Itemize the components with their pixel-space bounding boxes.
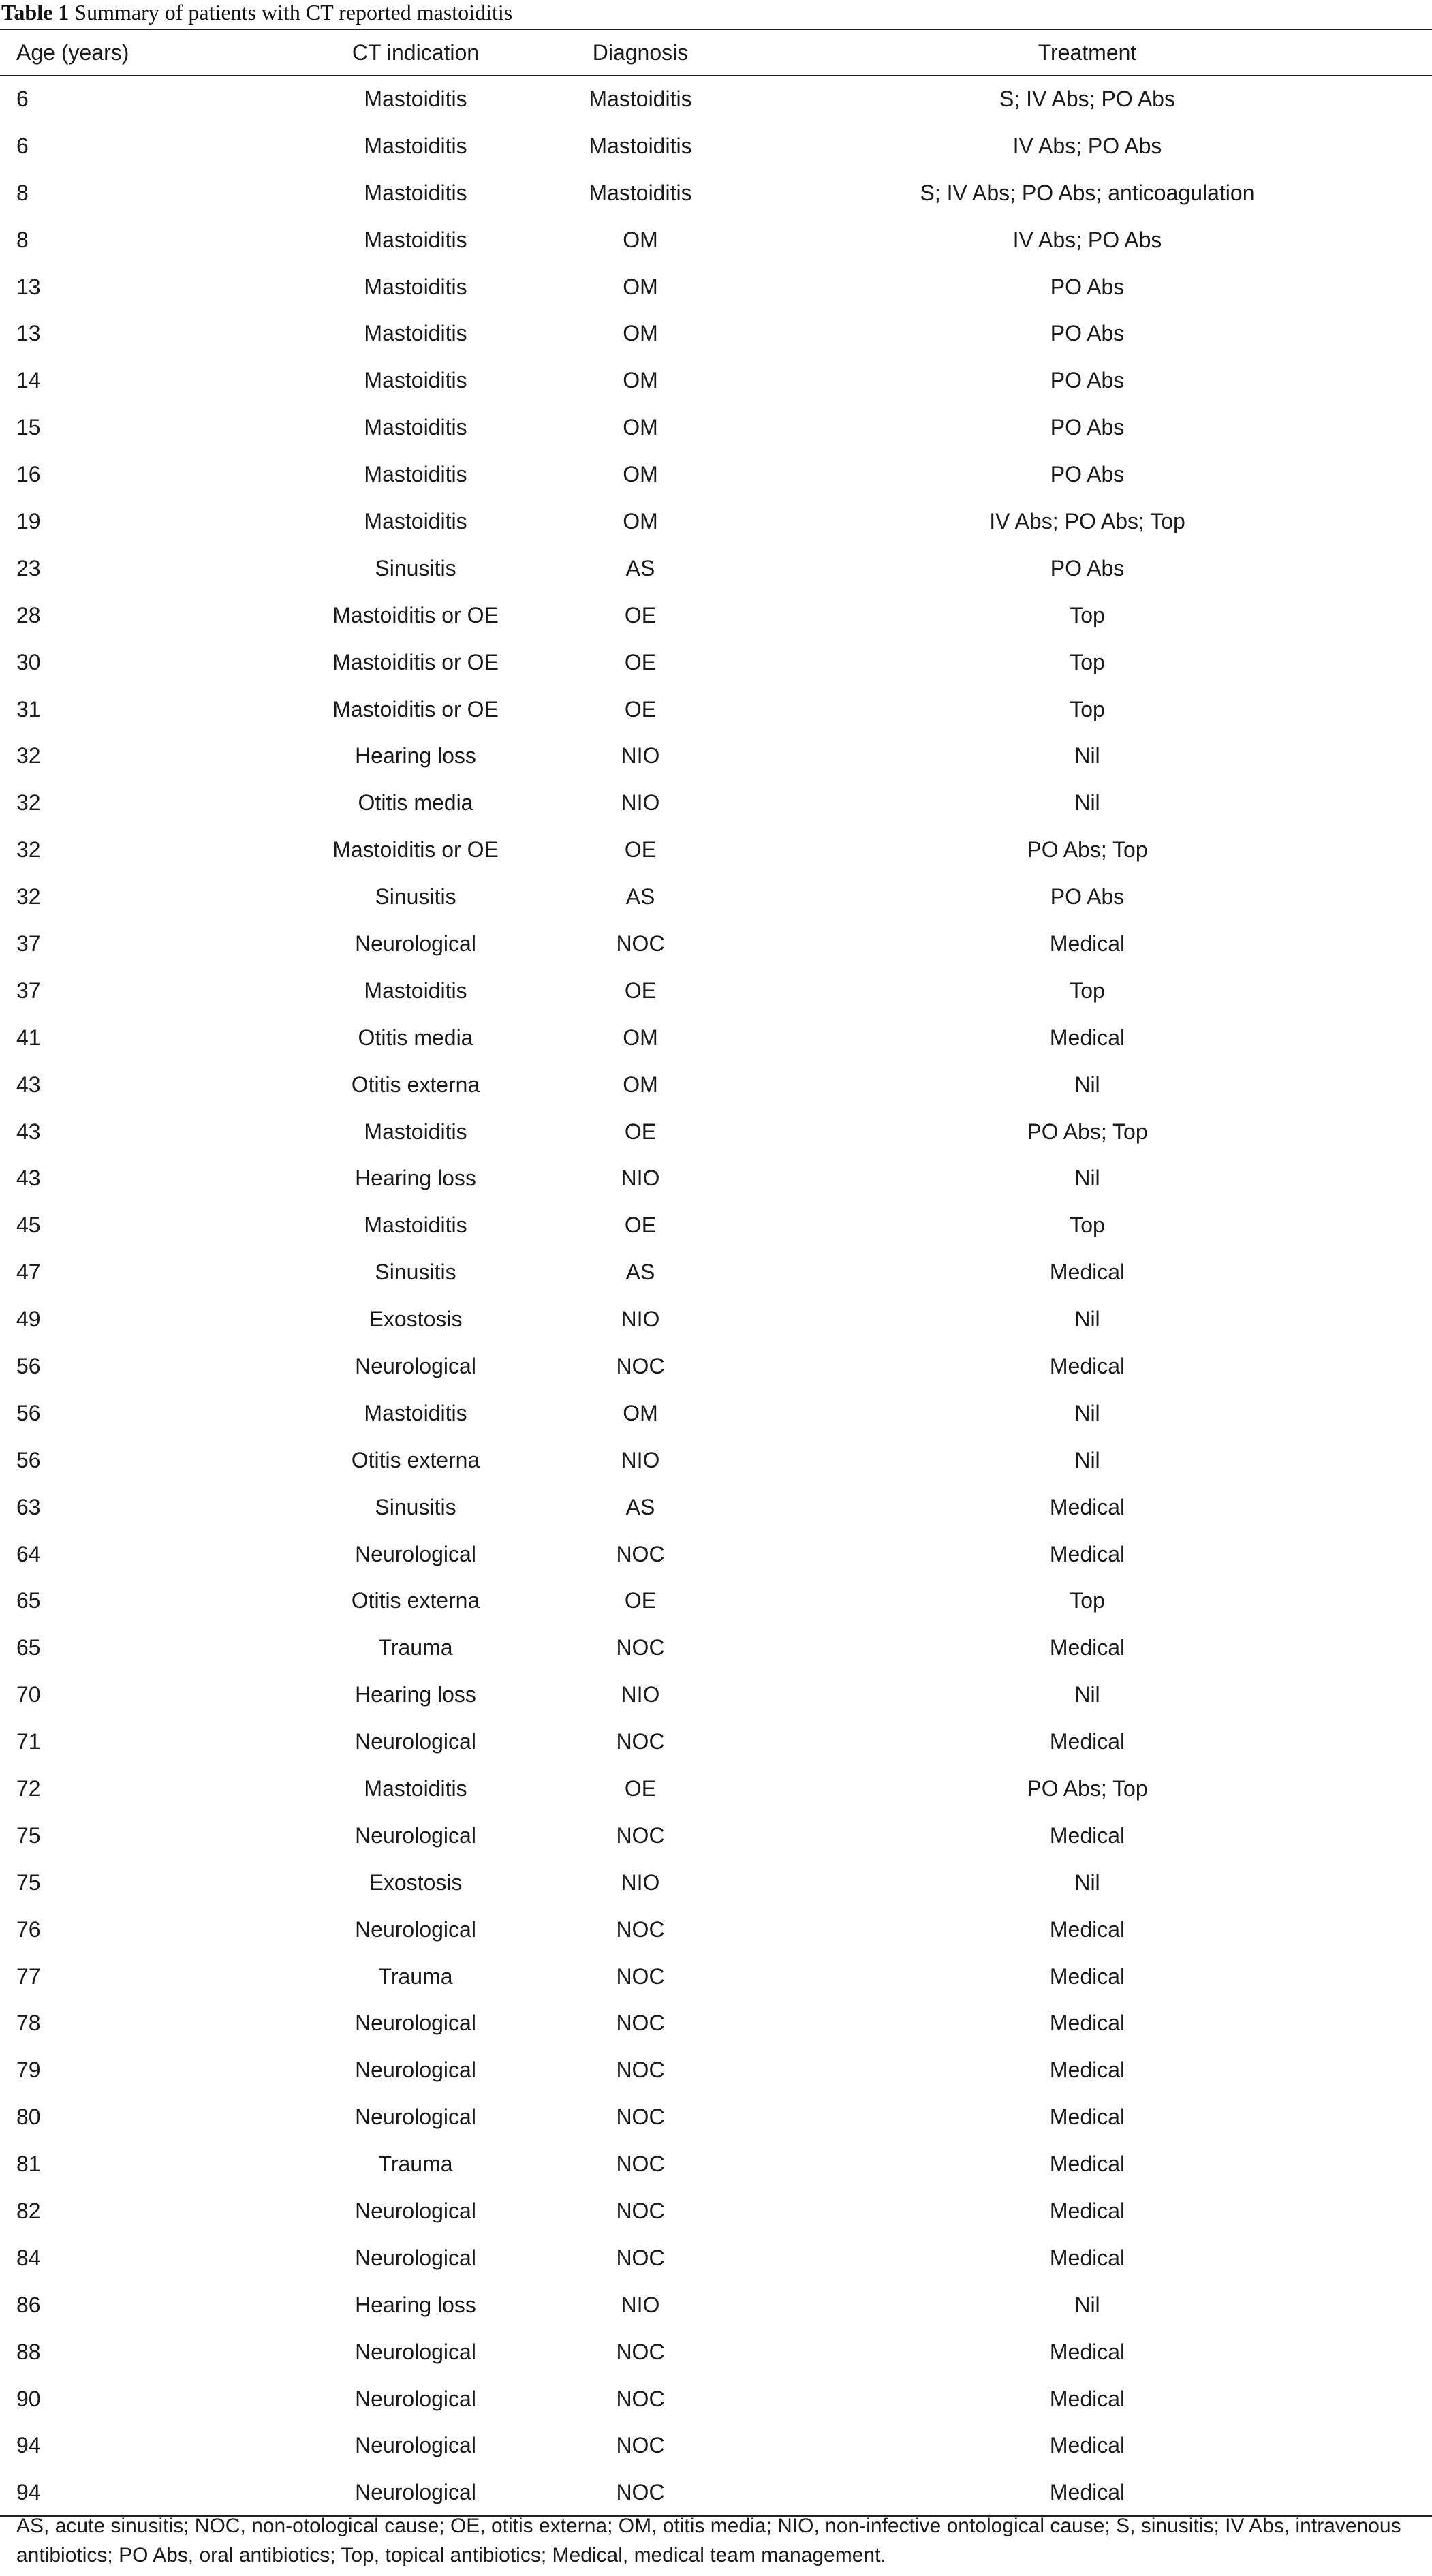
cell-ct-indication: Hearing loss — [355, 1166, 476, 1191]
cell-treatment: Top — [1070, 1588, 1105, 1613]
cell-age: 72 — [16, 1776, 41, 1801]
column-header-treatment: Treatment — [743, 29, 1432, 76]
cell-age: 70 — [16, 1682, 41, 1707]
table-row — [0, 2376, 1432, 2423]
cell-diagnosis: OE — [624, 602, 657, 627]
cell-ct-indication: Exostosis — [369, 1307, 463, 1332]
cell-age: 75 — [16, 1822, 41, 1848]
table-header-row — [0, 29, 1432, 76]
table-row — [0, 310, 1432, 357]
cell-treatment: Top — [1070, 649, 1105, 674]
cell-treatment: PO Abs; Top — [1027, 1776, 1148, 1801]
table-caption — [1, 0, 512, 27]
table-row — [0, 2188, 1432, 2235]
cell-treatment: PO Abs — [1050, 462, 1125, 487]
cell-ct-indication: Otitis externa — [351, 1588, 480, 1613]
cell-diagnosis: NOC — [616, 1635, 665, 1660]
table-row — [0, 826, 1432, 873]
cell-ct-indication: Otitis media — [358, 1025, 473, 1050]
cell-diagnosis: OM — [623, 1025, 658, 1050]
cell-ct-indication: Mastoiditis — [364, 978, 467, 1003]
cell-diagnosis: OM — [623, 508, 658, 533]
cell-diagnosis: NIO — [621, 743, 660, 769]
table-row — [0, 545, 1432, 592]
cell-diagnosis: OM — [623, 227, 658, 252]
cell-age: 94 — [0, 2469, 293, 2516]
cell-age: 47 — [16, 1260, 41, 1285]
cell-age: 71 — [16, 1729, 41, 1754]
cell-diagnosis: OE — [624, 1588, 657, 1613]
cell-diagnosis: OE — [624, 696, 657, 721]
cell-diagnosis: NOC — [538, 2469, 743, 2516]
cell-treatment: Medical — [1049, 2011, 1125, 2036]
cell-age: 63 — [16, 1494, 41, 1519]
table-row — [0, 1953, 1432, 2000]
table-footnote: AS, acute sinusitis; NOC, non-otological cause; OE, otitis externa; OM, otitis media; NIO, non-infective ontological cause; S, sinusitis; IV Abs, intravenous antibiotics; PO Abs, oral antibiotics; Top, topical antibiotics; Medical, medical team management. — [16, 2515, 1401, 2566]
cell-ct-indication: Mastoiditis — [364, 180, 467, 205]
table-row — [0, 1624, 1432, 1671]
cell-treatment: Medical — [1049, 2339, 1125, 2364]
cell-age: 13 — [16, 321, 41, 346]
cell-ct-indication: Neurological — [355, 2433, 476, 2458]
cell-age: 43 — [16, 1166, 41, 1191]
cell-age: 56 — [16, 1447, 41, 1472]
cell-ct-indication: Mastoiditis — [364, 462, 467, 487]
cell-age: 32 — [16, 790, 41, 816]
cell-treatment: Top — [1070, 602, 1105, 627]
cell-treatment: Top — [1070, 1213, 1105, 1238]
table-row — [0, 2469, 1432, 2516]
cell-treatment: Medical — [1049, 1494, 1125, 1519]
cell-age: 8 — [16, 227, 29, 252]
cell-ct-indication: Mastoiditis — [364, 227, 467, 252]
cell-age: 43 — [16, 1119, 41, 1144]
cell-ct-indication: Neurological — [355, 1917, 476, 1942]
table-row — [0, 498, 1432, 545]
cell-ct-indication: Hearing loss — [355, 1682, 476, 1707]
cell-treatment: Medical — [1049, 2386, 1125, 2411]
cell-ct-indication: Hearing loss — [355, 2292, 476, 2317]
cell-ct-indication: Sinusitis — [375, 1260, 456, 1285]
table-row — [0, 1249, 1432, 1296]
table-row — [0, 2235, 1432, 2282]
cell-diagnosis: NOC — [616, 931, 665, 956]
cell-treatment: PO Abs — [1050, 368, 1125, 393]
cell-diagnosis: NOC — [616, 2058, 665, 2083]
cell-diagnosis: OE — [624, 1776, 657, 1801]
cell-age: 81 — [16, 2152, 41, 2177]
column-header-diagnosis: Diagnosis — [538, 29, 743, 76]
table-row — [0, 1343, 1432, 1390]
table-row — [0, 732, 1432, 779]
cell-diagnosis: NOC — [616, 2386, 665, 2411]
cell-treatment: Medical — [1049, 1260, 1125, 1285]
cell-ct-indication: Neurological — [355, 931, 476, 956]
table-row — [0, 76, 1432, 123]
cell-age: 32 — [16, 884, 41, 910]
cell-ct-indication: Neurological — [355, 1353, 476, 1378]
table-row — [0, 1390, 1432, 1437]
cell-age: 13 — [16, 274, 41, 299]
cell-ct-indication: Hearing loss — [355, 743, 476, 769]
table-row — [0, 2282, 1432, 2329]
table-header — [0, 29, 1432, 76]
table-row — [0, 123, 1432, 170]
cell-treatment: PO Abs — [1050, 321, 1125, 346]
table-row — [0, 1014, 1432, 1061]
table-row — [0, 1812, 1432, 1859]
cell-treatment: Top — [1070, 978, 1105, 1003]
table-row — [0, 2047, 1432, 2094]
table-row — [0, 1859, 1432, 1906]
cell-treatment: Medical — [1049, 1729, 1125, 1754]
cell-ct-indication: Mastoiditis or OE — [332, 602, 499, 627]
cell-age: 78 — [16, 2011, 41, 2036]
column-header-age: Age (years) — [0, 29, 293, 76]
cell-diagnosis: NIO — [621, 790, 660, 816]
cell-age: 90 — [16, 2386, 41, 2411]
column-header-ct-indication: CT indication — [293, 29, 538, 76]
cell-diagnosis: NOC — [616, 2339, 665, 2364]
cell-diagnosis: NOC — [616, 2199, 665, 2224]
table-row — [0, 1531, 1432, 1578]
cell-age: 77 — [16, 1964, 41, 1989]
cell-age: 16 — [16, 462, 41, 487]
cell-ct-indication: Mastoiditis — [364, 368, 467, 393]
cell-diagnosis: AS — [625, 1260, 655, 1285]
cell-ct-indication: Trauma — [378, 1964, 453, 1989]
cell-age: 64 — [16, 1541, 41, 1566]
cell-treatment: Medical — [1049, 1917, 1125, 1942]
cell-diagnosis: NOC — [616, 2011, 665, 2036]
table-row — [0, 217, 1432, 264]
cell-treatment: Medical — [1049, 1822, 1125, 1848]
cell-ct-indication: Neurological — [355, 1729, 476, 1754]
cell-ct-indication: Mastoiditis — [364, 321, 467, 346]
cell-age: 41 — [16, 1025, 41, 1050]
cell-diagnosis: OE — [624, 837, 657, 863]
cell-treatment: Medical — [1049, 1541, 1125, 1566]
table-row — [0, 1671, 1432, 1718]
cell-treatment: Nil — [1074, 1166, 1100, 1191]
cell-age: 6 — [16, 87, 29, 112]
cell-diagnosis: NIO — [621, 1307, 660, 1332]
cell-treatment: Medical — [1049, 1964, 1125, 1989]
cell-age: 28 — [16, 602, 41, 627]
cell-diagnosis: NOC — [616, 1353, 665, 1378]
table-row — [0, 1202, 1432, 1249]
cell-diagnosis: AS — [625, 884, 655, 910]
cell-diagnosis: OE — [624, 1213, 657, 1238]
cell-treatment: Medical — [1049, 2152, 1125, 2177]
table-body — [0, 76, 1432, 2516]
cell-ct-indication: Mastoiditis — [364, 1119, 467, 1144]
cell-age: 79 — [16, 2058, 41, 2083]
cell-treatment: Top — [1070, 696, 1105, 721]
cell-diagnosis: NOC — [616, 1964, 665, 1989]
cell-age: 88 — [16, 2339, 41, 2364]
table-row — [0, 264, 1432, 311]
cell-treatment: Nil — [1074, 2292, 1100, 2317]
cell-diagnosis: NOC — [616, 2105, 665, 2130]
cell-treatment: Medical — [1049, 2199, 1125, 2224]
cell-diagnosis: AS — [625, 1494, 655, 1519]
cell-age: 32 — [16, 743, 41, 769]
cell-diagnosis: NOC — [616, 2152, 665, 2177]
cell-ct-indication: Trauma — [378, 1635, 453, 1660]
cell-treatment: PO Abs; Top — [1027, 837, 1148, 863]
table-row — [0, 1765, 1432, 1812]
cell-treatment: Medical — [743, 2469, 1432, 2516]
cell-ct-indication: Sinusitis — [375, 884, 456, 910]
table-caption-label: Table 1 — [1, 0, 69, 25]
cell-diagnosis: OE — [624, 978, 657, 1003]
cell-ct-indication: Mastoiditis — [364, 1400, 467, 1425]
patient-summary-table — [0, 29, 1432, 2517]
cell-treatment: PO Abs — [1050, 274, 1125, 299]
table-row — [0, 2094, 1432, 2141]
cell-treatment: PO Abs — [1050, 415, 1125, 440]
cell-ct-indication: Neurological — [355, 2011, 476, 2036]
cell-ct-indication: Neurological — [293, 2469, 538, 2516]
table-row — [0, 686, 1432, 733]
cell-age: 37 — [16, 931, 41, 956]
cell-age: 23 — [16, 555, 41, 580]
cell-treatment: Nil — [1074, 1447, 1100, 1472]
table-row — [0, 357, 1432, 404]
cell-age: 19 — [16, 508, 41, 533]
cell-age: 65 — [16, 1588, 41, 1613]
cell-treatment: IV Abs; PO Abs — [1012, 133, 1162, 158]
cell-treatment: Medical — [1049, 2105, 1125, 2130]
cell-treatment: Nil — [1074, 1072, 1100, 1097]
cell-age: 86 — [16, 2292, 41, 2317]
cell-ct-indication: Exostosis — [369, 1869, 463, 1895]
cell-diagnosis: OM — [623, 368, 658, 393]
cell-age: 56 — [16, 1400, 41, 1425]
cell-age: 31 — [16, 696, 41, 721]
cell-age: 94 — [16, 2433, 41, 2458]
table-row — [0, 1296, 1432, 1343]
cell-age: 65 — [16, 1635, 41, 1660]
cell-treatment: IV Abs; PO Abs; Top — [989, 508, 1185, 533]
cell-ct-indication: Mastoiditis or OE — [332, 649, 499, 674]
cell-ct-indication: Neurological — [355, 2245, 476, 2270]
cell-treatment: Nil — [1074, 1400, 1100, 1425]
cell-ct-indication: Otitis externa — [351, 1447, 480, 1472]
cell-ct-indication: Mastoiditis — [364, 133, 467, 158]
table-row — [0, 1108, 1432, 1155]
cell-ct-indication: Neurological — [355, 2105, 476, 2130]
cell-ct-indication: Mastoiditis — [364, 415, 467, 440]
cell-ct-indication: Neurological — [355, 2058, 476, 2083]
cell-diagnosis: NIO — [621, 1166, 660, 1191]
cell-ct-indication: Otitis externa — [351, 1072, 480, 1097]
table-row — [0, 592, 1432, 639]
cell-age: 37 — [16, 978, 41, 1003]
cell-age: 45 — [16, 1213, 41, 1238]
cell-age: 75 — [16, 1869, 41, 1895]
cell-diagnosis: NIO — [621, 1682, 660, 1707]
cell-age: 49 — [16, 1307, 41, 1332]
cell-ct-indication: Neurological — [355, 1822, 476, 1848]
cell-diagnosis: OM — [623, 415, 658, 440]
cell-diagnosis: Mastoiditis — [589, 133, 692, 158]
cell-ct-indication: Neurological — [355, 2339, 476, 2364]
cell-treatment: Medical — [1049, 931, 1125, 956]
cell-diagnosis: OE — [624, 1119, 657, 1144]
cell-age: 6 — [16, 133, 29, 158]
cell-treatment: PO Abs; Top — [1027, 1119, 1148, 1144]
cell-treatment: Nil — [1074, 790, 1100, 816]
cell-diagnosis: OM — [623, 321, 658, 346]
cell-diagnosis: Mastoiditis — [589, 87, 692, 112]
cell-treatment: Medical — [1049, 2058, 1125, 2083]
table-row — [0, 1718, 1432, 1765]
cell-age: 30 — [16, 649, 41, 674]
cell-treatment: Medical — [1049, 1025, 1125, 1050]
cell-age: 43 — [16, 1072, 41, 1097]
cell-diagnosis: NIO — [621, 2292, 660, 2317]
table-row — [0, 2329, 1432, 2376]
cell-diagnosis: NOC — [616, 1541, 665, 1566]
cell-treatment: Medical — [1049, 2433, 1125, 2458]
cell-age: 76 — [16, 1917, 41, 1942]
cell-diagnosis: NOC — [616, 1822, 665, 1848]
cell-age: 84 — [16, 2245, 41, 2270]
cell-diagnosis: AS — [625, 555, 655, 580]
table-row — [0, 1578, 1432, 1625]
cell-age: 15 — [16, 415, 41, 440]
cell-age: 32 — [16, 837, 41, 863]
table-row — [0, 967, 1432, 1014]
cell-ct-indication: Mastoiditis or OE — [332, 837, 499, 863]
cell-diagnosis: OM — [623, 462, 658, 487]
cell-diagnosis: NOC — [616, 1729, 665, 1754]
cell-ct-indication: Neurological — [355, 1541, 476, 1566]
cell-treatment: Medical — [1049, 1353, 1125, 1378]
cell-treatment: Nil — [1074, 1682, 1100, 1707]
cell-ct-indication: Otitis media — [358, 790, 473, 816]
cell-ct-indication: Mastoiditis — [364, 87, 467, 112]
cell-age: 56 — [16, 1353, 41, 1378]
cell-diagnosis: NOC — [616, 2433, 665, 2458]
table-row — [0, 873, 1432, 920]
cell-age: 14 — [16, 368, 41, 393]
cell-treatment: Nil — [1074, 743, 1100, 769]
cell-treatment: PO Abs — [1050, 884, 1125, 910]
cell-ct-indication: Mastoiditis — [364, 1213, 467, 1238]
cell-age: 82 — [16, 2199, 41, 2224]
table-row — [0, 404, 1432, 451]
cell-treatment: Nil — [1074, 1307, 1100, 1332]
cell-ct-indication: Mastoiditis or OE — [332, 696, 499, 721]
cell-treatment: PO Abs — [1050, 555, 1125, 580]
table-row — [0, 639, 1432, 686]
cell-treatment: Medical — [1049, 2245, 1125, 2270]
cell-age: 80 — [16, 2105, 41, 2130]
table-row — [0, 170, 1432, 217]
cell-ct-indication: Neurological — [355, 2199, 476, 2224]
cell-ct-indication: Trauma — [378, 2152, 453, 2177]
cell-diagnosis: NOC — [616, 1917, 665, 1942]
cell-ct-indication: Mastoiditis — [364, 508, 467, 533]
cell-diagnosis: OM — [623, 274, 658, 299]
table-row — [0, 2423, 1432, 2470]
cell-treatment: S; IV Abs; PO Abs — [999, 87, 1175, 112]
cell-age: 8 — [16, 180, 29, 205]
table-row — [0, 1155, 1432, 1202]
cell-ct-indication: Sinusitis — [375, 1494, 456, 1519]
cell-treatment: IV Abs; PO Abs — [1012, 227, 1162, 252]
cell-ct-indication: Mastoiditis — [364, 274, 467, 299]
table-row — [0, 779, 1432, 826]
cell-diagnosis: NIO — [621, 1447, 660, 1472]
cell-diagnosis: OM — [623, 1072, 658, 1097]
cell-diagnosis: Mastoiditis — [589, 180, 692, 205]
table-row — [0, 2000, 1432, 2047]
table-caption-text: Summary of patients with CT reported mastoiditis — [74, 0, 513, 25]
table-row — [0, 1437, 1432, 1484]
table-row — [0, 1906, 1432, 1953]
table-row — [0, 451, 1432, 498]
cell-diagnosis: NOC — [616, 2245, 665, 2270]
cell-treatment: Nil — [1074, 1869, 1100, 1895]
table-row — [0, 1484, 1432, 1531]
cell-treatment: S; IV Abs; PO Abs; anticoagulation — [920, 180, 1255, 205]
table-row — [0, 920, 1432, 967]
cell-treatment: Medical — [1049, 1635, 1125, 1660]
cell-diagnosis: OE — [624, 649, 657, 674]
table-row — [0, 2141, 1432, 2188]
table-row — [0, 1061, 1432, 1108]
cell-diagnosis: OM — [623, 1400, 658, 1425]
cell-diagnosis: NIO — [621, 1869, 660, 1895]
cell-ct-indication: Neurological — [355, 2386, 476, 2411]
cell-ct-indication: Mastoiditis — [364, 1776, 467, 1801]
cell-ct-indication: Sinusitis — [375, 555, 456, 580]
